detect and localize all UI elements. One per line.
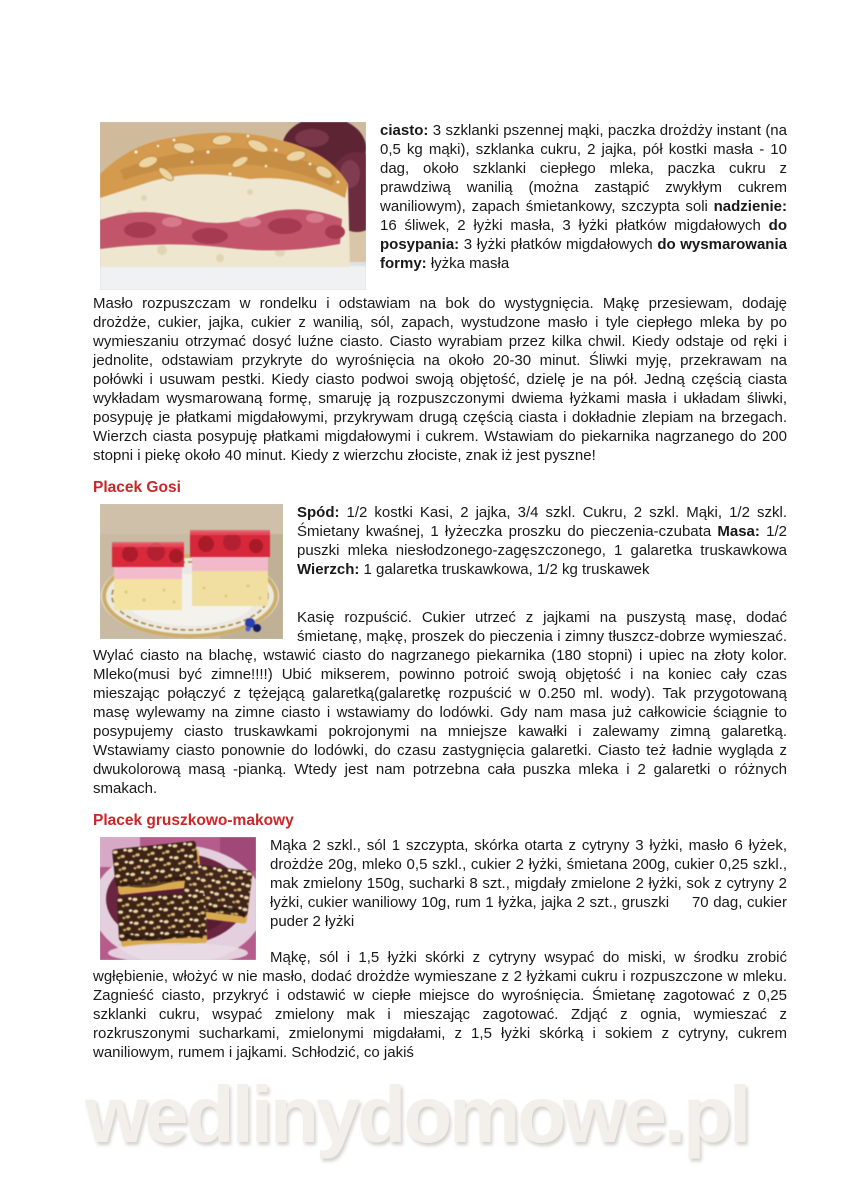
ingredient-label: do wysmarowania formy:: [380, 236, 787, 272]
ingredient-text: 1 galaretka truskawkowa, 1/2 kg truskawek: [359, 561, 650, 578]
recipe-title-placek-gosi: Placek Gosi: [93, 479, 181, 496]
strawberry-cake-illustration: [100, 504, 283, 639]
ingredient-text: 16 śliwek, 2 łyżki masła, 3 łyżki płatków migdałowych: [380, 217, 769, 234]
pear-poppy-instructions: Mąkę, sól i 1,5 łyżki skórki z cytryny wsypać do miski, w środku zrobić wgłębienie, włożyć w nie masło, dodać drożdże wymieszane z 2 łyżkami cukru i rozpuszczone w mleku. Zagnieść ciasto, przykryć i odstawić w ciepłe miejsce do wyrośnięcia. Śmietanę zagotować z 0,25 szklanki cukru, wsypać zmielony mak i mieszając zagotować. Zdjąć z ognia, wymieszać z rozkruszonymi sucharkami, zmielonymi migdałami, z 1,5 łyżki skórką i sokiem z cytryny, cukrem waniliowym, rumem i jajkami. Schłodzić, co jakiś: [93, 949, 787, 1061]
ingredient-text: 3 łyżki płatków migdałowych: [459, 236, 658, 253]
pear-poppy-cake-illustration: [100, 837, 256, 960]
ingredient-label: Spód:: [297, 504, 340, 521]
ingredient-label: do posypania:: [380, 217, 787, 253]
ingredient-text: Mąka 2 szkl., sól 1 szczypta, skórka otarta z cytryny 3 łyżki, masło 6 łyżek, drożdże 20g, mleko 0,5 szkl., cukier 2 łyżki, śmietana 200g, cukier 0,25 szkl., mak zmielony 150g, sucharki 8 szt., migdały zmielone 2 łyżki, sok z cytryny 2 łyżki, cukier waniliowy 10g, rum 1 łyżka, jajka 2 szt., gruszki 70 dag, cukier puder 2 łyżki: [270, 837, 787, 930]
pear-poppy-cake-photo: [100, 837, 256, 960]
plum-cake-photo: [100, 122, 366, 290]
watermark-wedlinydomowe: wedlinydomowe.pl: [85, 1070, 749, 1159]
ingredient-label: ciasto:: [380, 122, 429, 139]
ingredient-label: Wierzch:: [297, 561, 360, 578]
plum-cake-illustration: [100, 122, 366, 290]
placek-gosi-instructions: Kasię rozpuścić. Cukier utrzeć z jajkami na puszystą masę, dodać śmietanę, mąkę, proszek do pieczenia i zimny tłuszcz-dobrze wymieszać. Wylać ciasto na blachę, wstawić ciasto do nagrzanego piekarnika (180 stopni) i upiec na złoty kolor. Mleko(musi być zimne!!!!) Ubić mikserem, powinno potroić swoją objętość i na koniec cały czas mieszając połączyć z tężejącą galaretką(galaretkę rozpuścić w 0.250 ml. wody). Tak przygotowaną masę wylewamy na zimne ciasto i wstawiamy do lodówki. Gdy nam masa już całkowicie ściągnie to posypujemy ciasto truskawkami pokrojonymi na mniejsze kawałki i zalewamy zimną galaretką. Wstawiamy ciasto ponownie do lodówki, do czasu zastygnięcia galaretki. Ciasto też ładnie wygląda z dwukolorową masą -pianką. Wtedy jest nam potrzebna cała puszka mleka i 2 galaretki o różnych smakach.: [93, 609, 787, 797]
ingredient-text: 1/2 puszki mleka niesłodzonego-zagęszczonego, 1 galaretka truskawkowa: [297, 523, 787, 559]
document-content: [93, 121, 787, 1062]
strawberry-cake-photo: [100, 504, 283, 639]
ingredient-text: 3 szklanki pszennej mąki, paczka drożdży instant (na 0,5 kg mąki), szklanka cukru, 2 jajka, pół kostki masła - 10 dag, około szklanki ciepłego mleka, paczka cukru z prawdziwą wanilią (można zastąpić zwykłym cukrem waniliowym), zapach śmietankowy, szczypta soli: [380, 122, 787, 215]
ingredient-text: łyżka masła: [426, 255, 510, 272]
ingredient-text: 1/2 kostki Kasi, 2 jajka, 3/4 szkl. Cukru, 2 szkl. Mąki, 1/2 szkl. Śmietany kwaśnej, 1 łyżeczka proszku do pieczenia-czubata: [297, 504, 787, 540]
plum-cake-instructions: Masło rozpuszczam w rondelku i odstawiam na bok do wystygnięcia. Mąkę przesiewam, dodaję drożdże, cukier, jajka, cukier z wanilią, sól, zapach, wystudzone masło i tyle ciepłego mleka by po wymieszaniu otrzymać dosyć luźne ciasto. Ciasto wyrabiam przez kilka chwil. Kiedy odstaje od ręki i jednolite, odstawiam przykryte do wyrośnięcia na około 20-30 minut. Śliwki myję, przekrawam na połówki i usuwam pestki. Kiedy ciasto podwoi swoją objętość, dzielę je na pół. Jedną częścią ciasta wykładam wysmarowaną formę, smaruję ją rozpuszczonymi dwiema łyżkami masła i układam śliwki, posypuję je płatkami migdałowymi, przykrywam drugą częścią ciasta i dokładnie zlepiam na brzegach. Wierzch ciasta posypuję płatkami migdałowymi i cukrem. Wstawiam do piekarnika nagrzanego do 200 stopni i piekę około 40 minut. Kiedy z wierzchu złociste, znak iż jest pyszne!: [93, 295, 787, 464]
recipe-title-placek-gruszkowo-makowy: Placek gruszkowo-makowy: [93, 812, 294, 829]
ingredient-label: Masa:: [717, 523, 760, 540]
ingredient-label: nadzienie:: [713, 198, 787, 215]
